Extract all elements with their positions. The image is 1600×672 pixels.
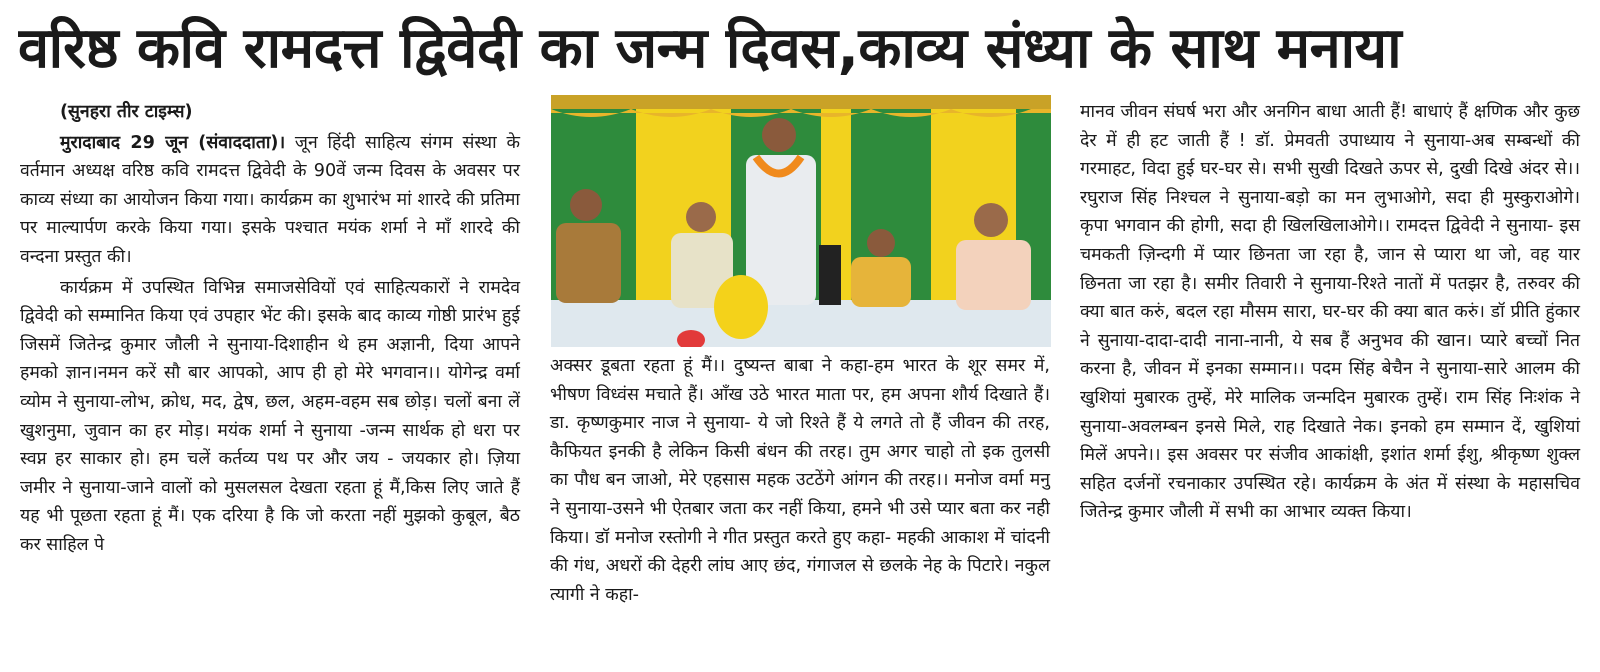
paragraph-2: कार्यक्रम में उपस्थित विभिन्न समाजसेवियों एवं साहित्यकारों ने रामदेव द्विवेदी को सम्मानित किया एवं उपहार भेंट की। इसके बाद काव्य गोष्ठी प्रारंभ हुई जिसमें जितेन्द्र कुमार जौली ने सुनाया-दिशाहीन थे हम अज्ञानी, दिया आपने हमको ज्ञान।नमन करें सौ बार आपको, आप ही हो मेरे भगवान।। योगेन्द्र वर्मा व्योम ने सुनाया-लोभ, क्रोध, मद, द्वेष, छल, अहम-वहम सब छोड़। चलों बना लें खुशनुमा, जुवान का हर मोड़। मयंक शर्मा ने सुनाया -जन्म सार्थक हो धरा पर स्वप्न हर साकार हो। हम चलें कर्तव्य पथ पर और जय - जयकार हो। ज़िया जमीर ने सुनाया-जाने वालों को मुसलसल देखता रहता हूं मैं,किस लिए जाते हैं यह भी पूछता रहता हूं मैं। एक दरिया है कि जो करता नहीं मुझको कुबूल, बैठ कर साहिल पे [20,277,520,555]
dateline: मुरादाबाद 29 जून (संवाददाता)। [60,132,286,153]
article-column-2 [550,352,1050,611]
lead-paragraph [20,129,520,272]
column-3-text: मानव जीवन संघर्ष भरा और अनगिन बाधा आती हैं! बाधाएं हैं क्षणिक और कुछ देर में ही हट जाती हैं ! डॉ. प्रेमवती उपाध्याय ने सुनाया-अब सम्बन्धों की गरमाहट, विदा हुई घर-घर से। सभी सुखी दिखते ऊपर से, दुखी दिखे अंदर से।। रघुराज सिंह निश्चल ने सुनाया-बड़ो का मन लुभाओगे, सदा ही मुस्कुराओगे। कृपा भगवान की होगी, सदा ही खिलखिलाओगे।। रामदत्त द्विवेदी ने सुनाया- इस चमकती ज़िन्दगी में प्यार छिनता जा रहा है, जान से प्यारा था जो, वह यार छिनता जा रहा है। समीर तिवारी ने सुनाया-रिश्ते नातों में पतझर है, तरुवर की क्या बात करुं, बदल रहा मौसम सारा, घर-घर की क्या बात करुं। डॉ प्रीति हुंकार ने सुनाया-दादा-दादी नाना-नानी, ये सब हैं अनुभव की खान। प्यारे बच्चों नित करना है, जीवन में इनका सम्मान।। पदम सिंह बेचैन ने सुनाया-सारे आलम की खुशियां मुबारक तुम्हें, मेरे मालिक जन्मदिन मुबारक तुम्हें। राम सिंह निःशंक ने सुनाया-अवलम्बन इनसे मिले, राह दिखाते नेक। इनको हम सम्मान दें, खुशियां मिलें अपने।। इस अवसर पर संजीव आकांक्षी, इशांत शर्मा ईशु, श्रीकृष्ण शुक्ल सहित दर्जनों रचनाकार उपस्थित रहे। कार्यक्रम के अंत में संस्था के महासचिव जितेन्द्र कुमार जौली में सभी का आभार व्यक्त किया। [1080,102,1580,523]
lead-paragraph-text: जून हिंदी साहित्य संगम संस्था के वर्तमान अध्यक्ष वरिष्ठ कवि रामदत्त द्विवेदी के 90वें जन्म दिवस के अवसर पर काव्य संध्या का आयोजन किया गया। कार्यक्रम का शुभारंभ मां शारदे की प्रतिमा पर माल्यार्पण करके किया गया। इसके पश्चात मयंक शर्मा ने माँ शारदे की वन्दना प्रस्तुत की। [20,132,520,267]
article-column-3 [1080,98,1580,529]
column-2-text: अक्सर डूबता रहता हूं मैं।। दुष्यन्त बाबा ने कहा-हम भारत के शूर समर में, भीषण विध्वंस मचाते हैं। आँख उठे भारत माता पर, हम अपना शौर्य दिखाते हैं। डा. कृष्णकुमार नाज ने सुनाया- ये जो रिश्ते हैं ये लगते तो हैं जीवन की तरह, कैफियत इनकी है लेकिन किसी बंधन की तरह। तुम अगर चाहो तो इक तुलसी का पौध बन जाओ, मेरे एहसास महक उटठेंगे आंगन की तरह।। मनोज वर्मा मनु ने सुनाया-उसने भी ऐतबार जता कर नहीं किया, हमने भी उसे प्यार बता कर नही किया। डॉ मनोज रस्तोगी ने गीत प्रस्तुत करते हुए कहा- महकी आकाश में चांदनी की गंध, अधरों की देहरी लांघ आए छंद, गंगाजल से छलके नेह के पिटारे। नकुल त्यागी ने कहा- [550,356,1050,605]
event-photo [551,95,1051,347]
headline: वरिष्ठ कवि रामदत्त द्विवेदी का जन्म दिवस,काव्य संध्या के साथ मनाया [18,16,1402,81]
source-line: (सुनहरा तीर टाइम्स) [60,102,193,122]
event-photo-illustration [551,95,1051,347]
article-column-1 [20,98,520,562]
